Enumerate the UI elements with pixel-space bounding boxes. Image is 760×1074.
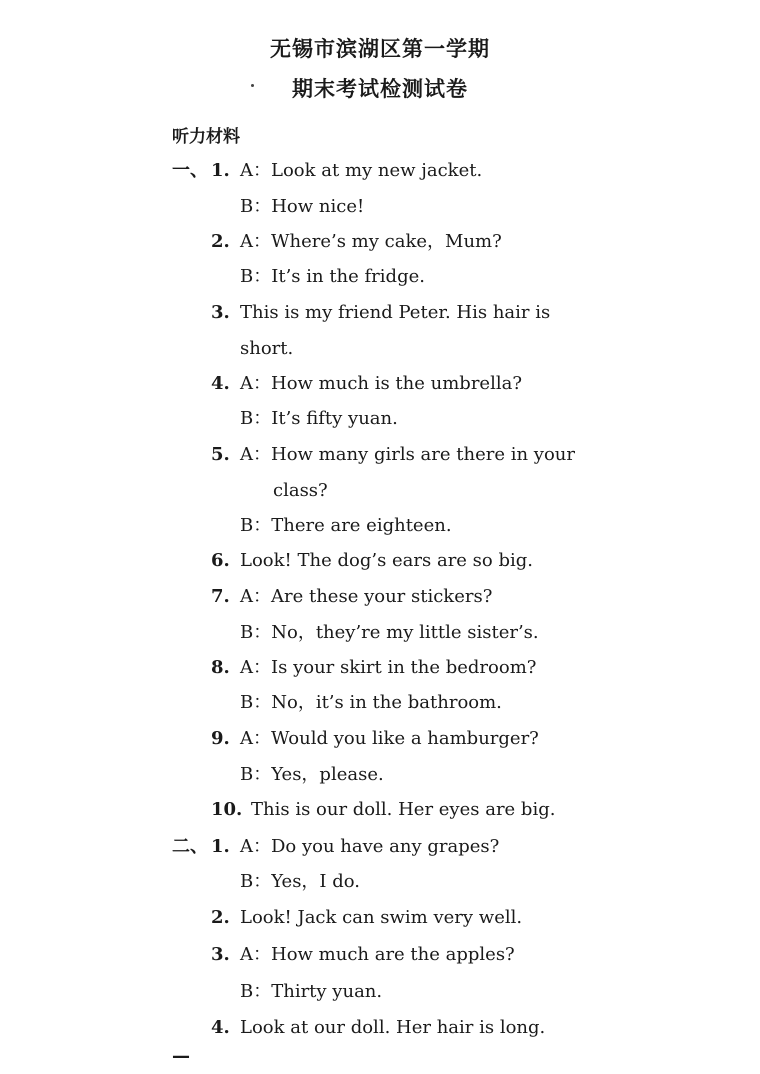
- dialogue-line: B：Yes，I do.: [240, 871, 361, 892]
- dialogue-line: B：Thirty yuan.: [240, 981, 383, 1002]
- dialogue-line: B：How nice!: [240, 196, 365, 217]
- dialogue-line: A：Look at my new jacket.: [240, 160, 483, 181]
- dialogue-line: This is our doll. Her eyes are big.: [251, 799, 556, 820]
- item-number: 1.: [211, 836, 230, 857]
- dialogue-line: Look! Jack can swim very well.: [240, 907, 523, 928]
- item-number: 2.: [211, 907, 230, 928]
- dialogue-line: A：Is your skirt in the bedroom?: [240, 657, 537, 678]
- dialogue-line: B：Yes，please.: [240, 764, 384, 785]
- part-2-label: 二、: [172, 836, 208, 857]
- item-number: 1.: [211, 160, 230, 181]
- dialogue-line: Look at our doll. Her hair is long.: [240, 1017, 546, 1038]
- item-number: 8.: [211, 657, 230, 678]
- dialogue-line: A：Would you like a hamburger?: [240, 728, 539, 749]
- dialogue-line: A：How much is the umbrella?: [240, 373, 522, 394]
- dialogue-line: B：It’s fifty yuan.: [240, 408, 398, 429]
- item-number: 5.: [211, 444, 230, 465]
- dialogue-line: A：Are these your stickers?: [240, 586, 493, 607]
- dialogue-line: short.: [240, 338, 294, 359]
- dialogue-line: class?: [273, 480, 328, 501]
- dialogue-line: B：It’s in the fridge.: [240, 266, 425, 287]
- item-number: 7.: [211, 586, 230, 607]
- dialogue-line: A：Where’s my cake，Mum?: [240, 231, 502, 252]
- document-title-line-2: 期末考试检测试卷: [292, 77, 468, 101]
- dialogue-line: B：No，it’s in the bathroom.: [240, 692, 502, 713]
- dialogue-line: This is my friend Peter. His hair is: [240, 302, 551, 323]
- item-number: 3.: [211, 944, 230, 965]
- part-1-label: 一、: [172, 160, 208, 181]
- dialogue-line: Look! The dog’s ears are so big.: [240, 550, 534, 571]
- item-number: 4.: [211, 1017, 230, 1038]
- item-number: 9.: [211, 728, 230, 749]
- dialogue-line: A：How many girls are there in your: [240, 444, 575, 465]
- item-number: 4.: [211, 373, 230, 394]
- dialogue-line: A：Do you have any grapes?: [240, 836, 500, 857]
- part-3-label-partial: —: [172, 1046, 190, 1067]
- dialogue-line: B：No，they’re my little sister’s.: [240, 622, 539, 643]
- section-heading: 听力材料: [172, 127, 240, 147]
- item-number: 3.: [211, 302, 230, 323]
- item-number: 6.: [211, 550, 230, 571]
- dialogue-line: B：There are eighteen.: [240, 515, 452, 536]
- dialogue-line: A：How much are the apples?: [240, 944, 515, 965]
- item-number: 10.: [211, 799, 243, 820]
- item-number: 2.: [211, 231, 230, 252]
- document-title-line-1: 无锡市滨湖区第一学期: [270, 37, 490, 61]
